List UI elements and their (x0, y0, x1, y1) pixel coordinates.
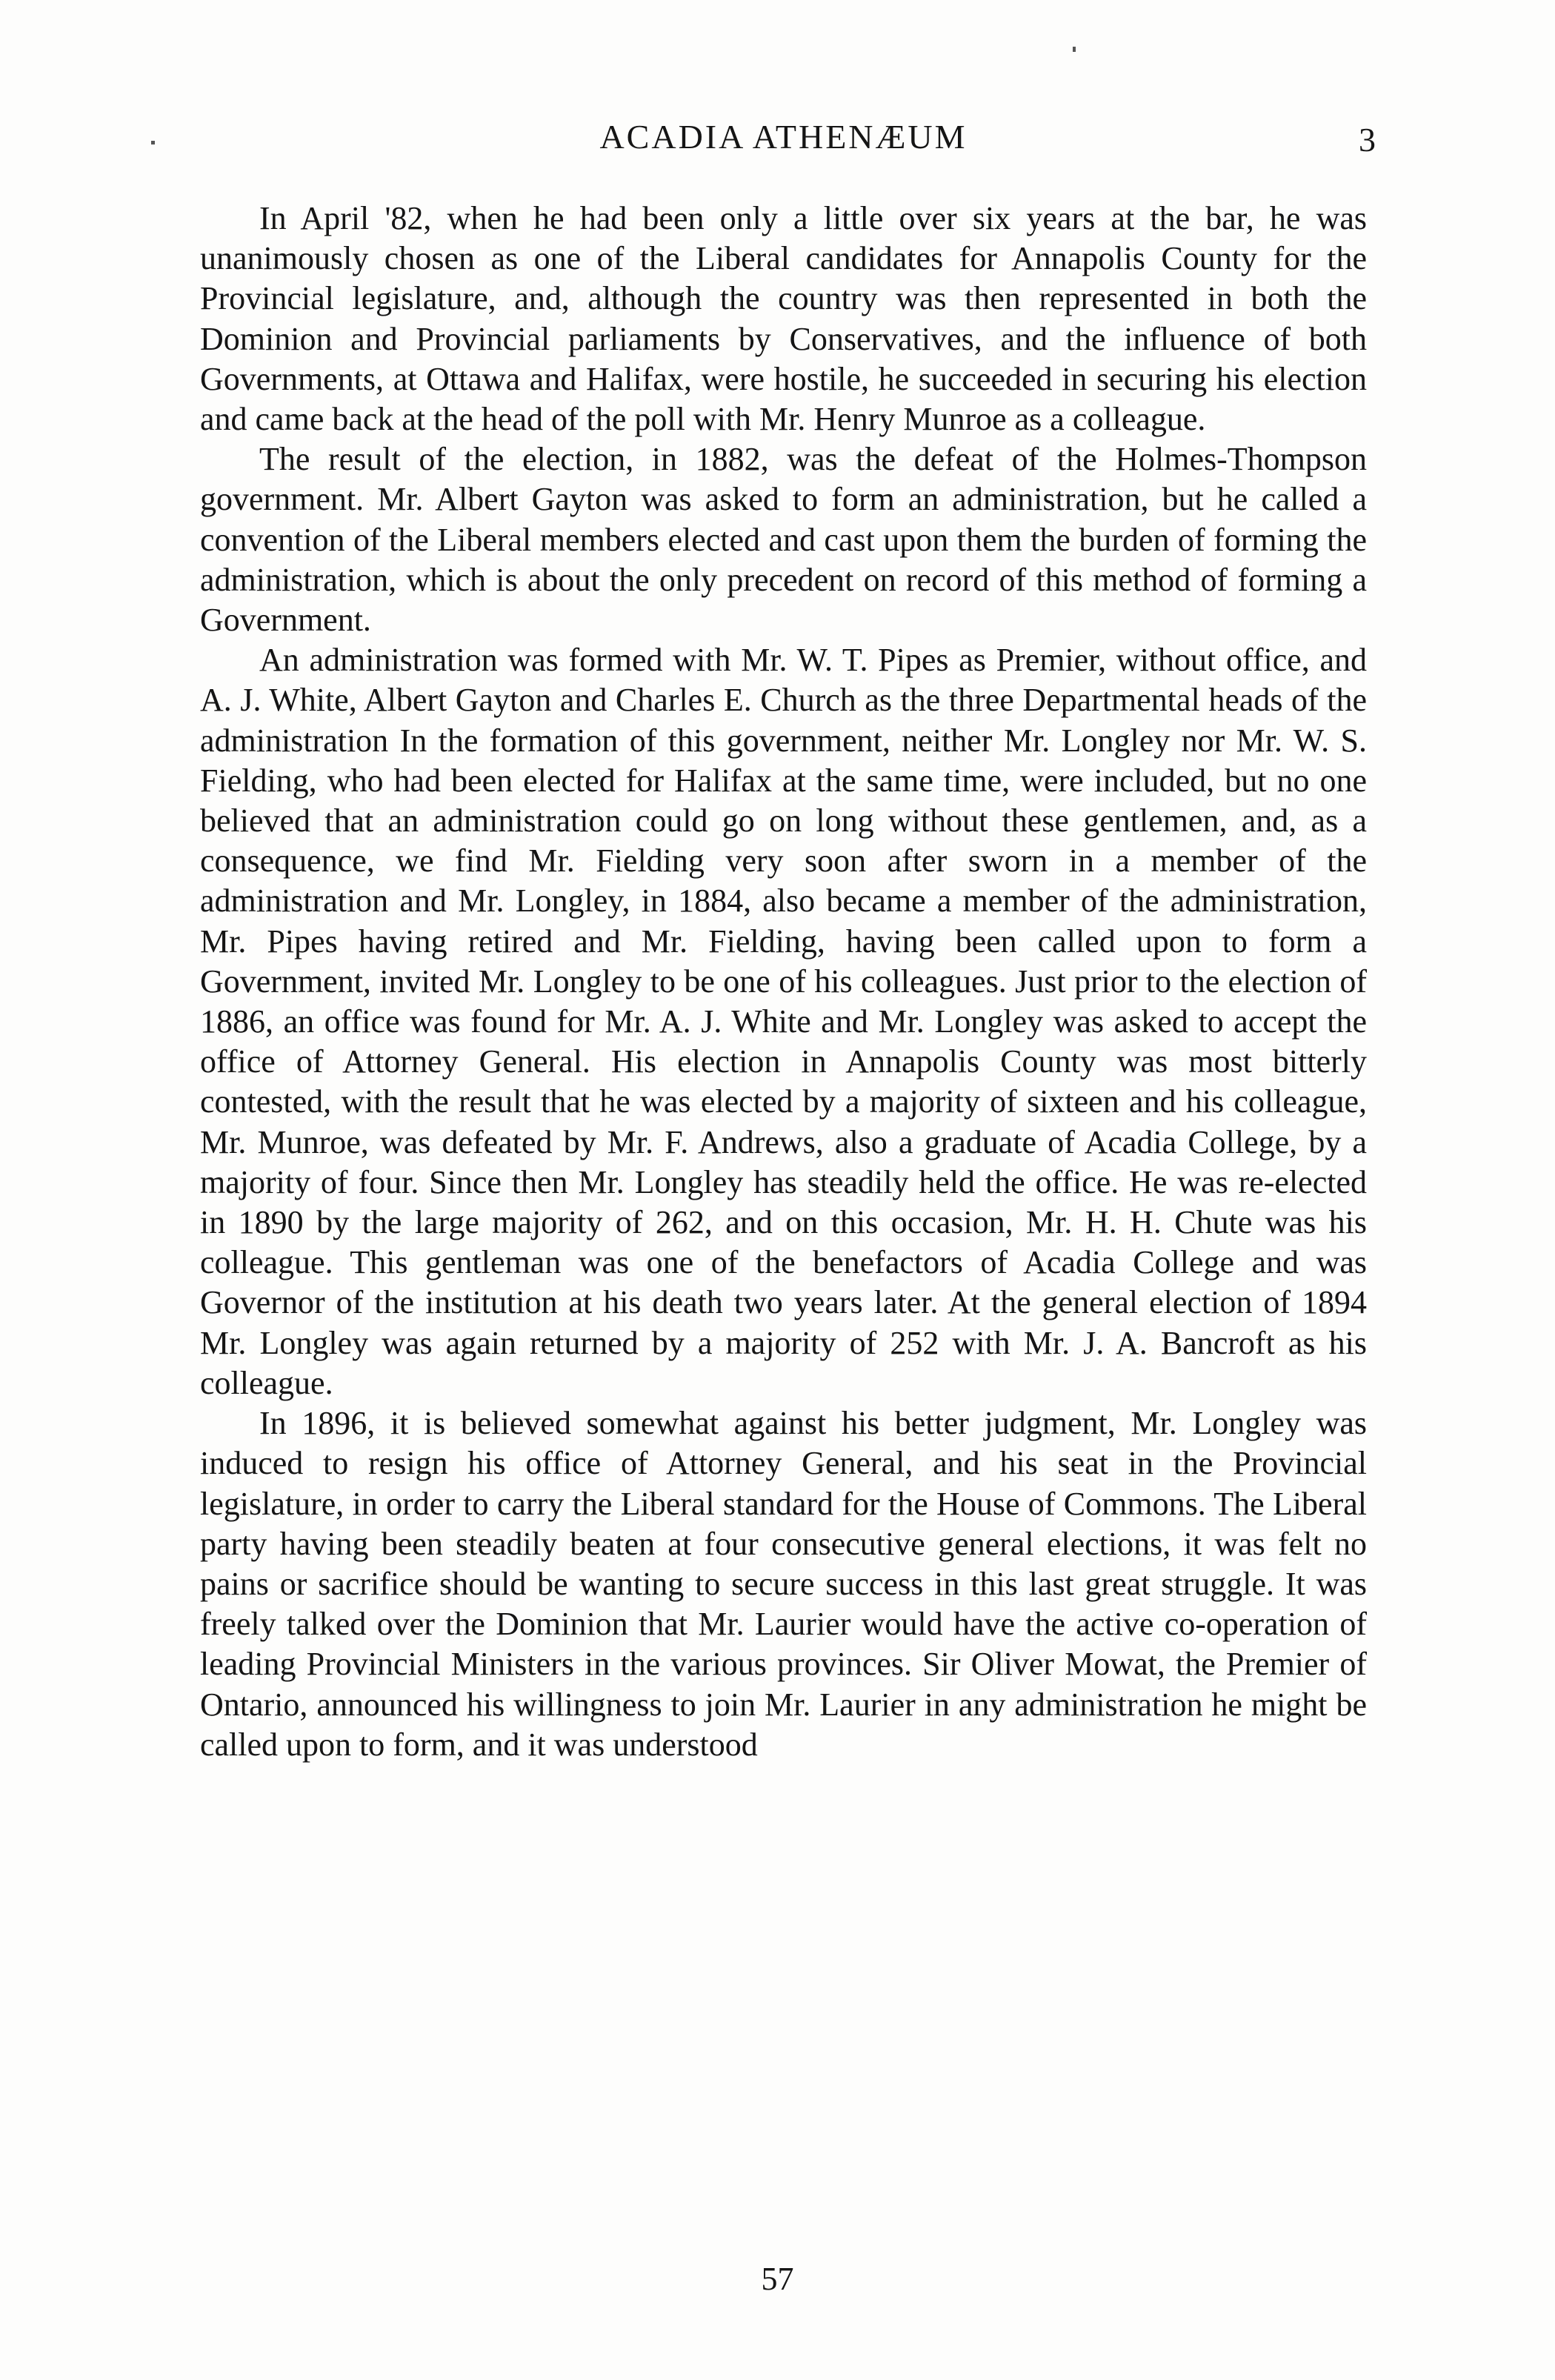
page-number: 3 (1359, 121, 1376, 159)
scan-speck (151, 141, 155, 144)
scan-speck (1073, 47, 1076, 52)
folio-number: 57 (761, 2261, 794, 2297)
paragraph: In April '82, when he had been only a little over six years at the bar, he was unanimously chosen as one of the Liberal candidates for Annapolis County for the Provincial legislature, and, although the country was then represented in both the Dominion and Provincial parliaments by Conservatives, and the influence of both Governments, at Ottawa and Halifax, were hostile, he succeeded in securing his election and came back at the head of the poll with Mr. Henry Munroe as a colleague. (200, 200, 1367, 438)
paragraph: The result of the election, in 1882, was the defeat of the Holmes-Thompson government. Mr. Albert Gayton was asked to form an administration, but he called a convention of the Liberal members elected and cast upon them the burden of forming the administration, which is about the only precedent on record of this method of forming a Government. (200, 441, 1367, 639)
paragraph: In 1896, it is believed somewhat against his better judgment, Mr. Longley was induced to resign his office of Attorney General, and his seat in the Provincial legislature, in order to carry the Liberal standard for the House of Commons. The Liberal party having been steadily beaten at four consecutive general elections, it was felt no pains or sacrifice should be wanting to secure success in this last great struggle. It was freely talked over the Dominion that Mr. Laurier would have the active co-operation of leading Provincial Ministers in the various provinces. Sir Oliver Mowat, the Premier of Ontario, announced his willingness to join Mr. Laurier in any administration he might be called upon to form, and it was understood (200, 1405, 1367, 1763)
page-header (200, 117, 1376, 169)
article-body (200, 199, 1367, 1765)
paragraph: An administration was formed with Mr. W. T. Pipes as Premier, without office, and A. J. White, Albert Gayton and Charles E. Church as the three Departmental heads of the administration In the formation of this government, neither Mr. Longley nor Mr. W. S. Fielding, who had been elected for Halifax at the same time, were included, but no one believed that an administration could go on long without these gentlemen, and, as a consequence, we find Mr. Fielding very soon after sworn in a member of the administration and Mr. Longley, in 1884, also became a member of the administration, Mr. Pipes having retired and Mr. Fielding, having been called upon to form a Government, invited Mr. Longley to be one of his colleagues. Just prior to the election of 1886, an office was found for Mr. A. J. White and Mr. Longley was asked to accept the office of Attorney General. His election in Annapolis County was most bitterly contested, with the result that he was elected by a majority of sixteen and his colleague, Mr. Munroe, was defeated by Mr. F. Andrews, also a graduate of Acadia College, by a majority of four. Since then Mr. Longley has steadily held the office. He was re-elected in 1890 by the large majority of 262, and on this occasion, Mr. H. H. Chute was his colleague. This gentleman was one of the benefactors of Acadia College and was Governor of the institution at his death two years later. At the general election of 1894 Mr. Longley was again returned by a majority of 252 with Mr. J. A. Bancroft as his colleague. (200, 642, 1367, 1401)
running-title: ACADIA ATHENÆUM (599, 118, 968, 156)
